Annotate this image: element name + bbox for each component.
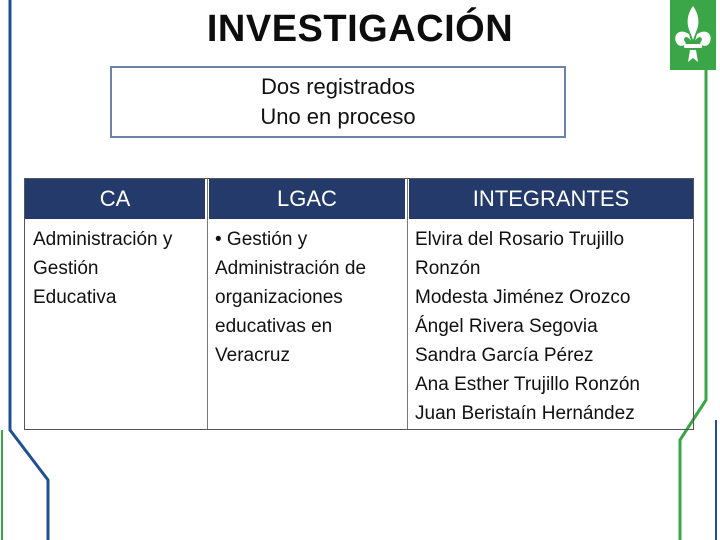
member-name: Sandra García Pérez bbox=[415, 345, 594, 366]
status-line-in-process: Uno en proceso bbox=[260, 104, 416, 129]
member-name: Ana Esther Trujillo Ronzón bbox=[415, 374, 640, 395]
cell-lgac-line: educativas en bbox=[215, 316, 333, 337]
cell-lgac-line: Veracruz bbox=[215, 345, 290, 366]
cell-ca-line: Gestión bbox=[33, 258, 99, 279]
fleur-de-lis-logo bbox=[670, 0, 716, 70]
member-name: Ronzón bbox=[415, 258, 481, 279]
member-name: Elvira del Rosario Trujillo bbox=[415, 229, 625, 250]
status-line-registered: Dos registrados bbox=[260, 74, 416, 99]
cell-lgac-line: • Gestión y bbox=[215, 229, 308, 250]
cell-lgac-line: Administración de bbox=[215, 258, 367, 279]
cell-ca-line: Educativa bbox=[33, 287, 117, 308]
header-lgac: LGAC bbox=[209, 179, 405, 219]
column-divider bbox=[407, 179, 408, 429]
header-ca: CA bbox=[25, 179, 205, 219]
member-name: Ángel Rivera Segovia bbox=[415, 316, 598, 337]
header-integrantes: INTEGRANTES bbox=[409, 179, 693, 219]
column-divider bbox=[207, 179, 208, 429]
page-title: INVESTIGACIÓN bbox=[206, 8, 514, 50]
member-name: Modesta Jiménez Orozco bbox=[415, 287, 631, 308]
cell-integrantes bbox=[415, 225, 640, 428]
cell-lgac bbox=[215, 225, 366, 370]
cell-ca bbox=[33, 225, 172, 312]
cell-ca-line: Administración y bbox=[33, 229, 173, 250]
member-name: Juan Beristaín Hernández bbox=[415, 403, 635, 424]
cell-lgac-line: organizaciones bbox=[215, 287, 343, 308]
status-box bbox=[110, 66, 566, 138]
research-table bbox=[24, 178, 694, 430]
